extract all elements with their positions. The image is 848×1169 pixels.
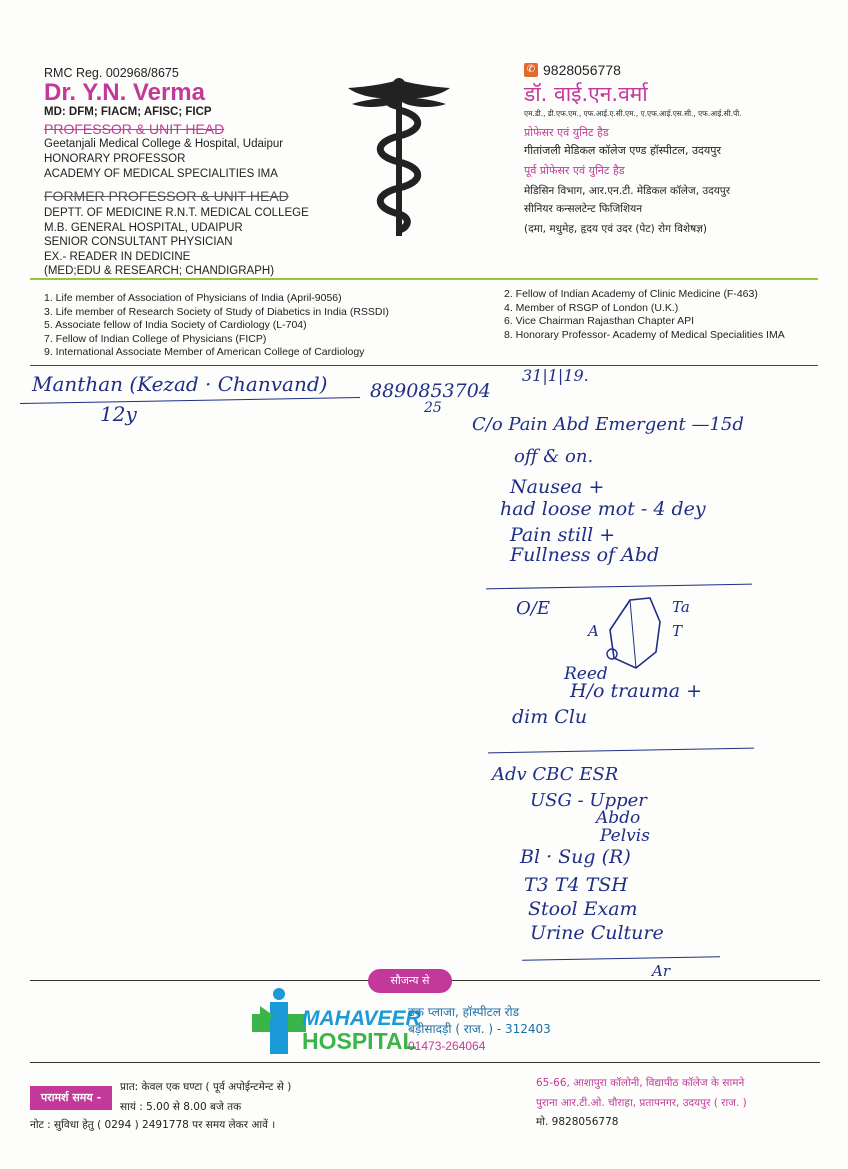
clinic-address-2: पुराना आर.टी.ओ. चौराहा, प्रतापनगर, उदयपुर ( राज. ) [536,1097,747,1109]
former-line-4: (MED;EDU & RESEARCH; CHANDIGRAPH) [44,265,275,277]
former-line-2: SENIOR CONSULTANT PHYSICIAN [44,236,233,248]
header-right [524,62,834,236]
advice-6: Stool Exam [528,898,638,920]
patient-age: 12y [100,402,137,426]
membership-8: 8. Honorary Professor- Academy of Medical Specialities IMA [504,328,785,341]
patient-name-underline [20,397,360,404]
hospital-name [302,1008,421,1052]
former-line-1: M.B. GENERAL HOSPITAL, UDAIPUR [44,221,243,234]
doctor-degrees: MD: DFM; FIACM; AFISC; FICP [44,106,212,118]
finding-0: Reed [564,664,608,684]
doctor-name: Dr. Y.N. Verma [44,79,205,106]
hospital-address-2: बड़ीसादड़ी ( राज. ) - 312403 [408,1022,551,1036]
current-line-2: ACADEMY OF MEDICAL SPECIALITIES IMA [44,168,278,180]
degrees-hindi: एम.डी., डी.एफ.एम., एफ.आई.ए.सी.एम., ए.एफ.आई.एस.सी., एफ.आई.सी.पी. [524,109,742,118]
abdomen-label-ta: Ta [672,598,690,616]
finding-1: H/o trauma + [570,680,703,702]
visit-date: 31|1|19. [522,366,589,385]
advice-7: Urine Culture [530,922,664,944]
phone-note: 25 [424,400,442,416]
advice-5: T3 T4 TSH [524,874,628,896]
doctor-signature: Ar [652,962,671,980]
hospital-name-line1: MAHAVEER [302,1007,421,1030]
doctor-name-hindi: डॉ. वाई.एन.वर्मा [524,82,648,106]
memberships-left [44,292,499,360]
former-line-hindi-2: (दमा, मधुमेह, हृदय एवं उदर (पेट) रोग विशेषज्ञ) [524,223,707,235]
former-line-hindi-0: मेडिसिन विभाग, आर.एन.टी. मेडिकल कॉलेज, उदयपुर [524,185,731,197]
consult-timing-1: प्रात: केवल एक घण्टा ( पूर्व अपोईन्टमेन्ट से ) [120,1081,292,1093]
former-title: FORMER PROFESSOR & UNIT HEAD [44,188,289,204]
former-title-hindi: पूर्व प्रोफेसर एवं युनिट हैड [524,164,625,177]
title-hindi: प्रोफेसर एवं युनिट हैड [524,126,609,139]
caduceus-icon [346,72,452,244]
hospital-logo-icon [252,986,306,1056]
hospital-address-1: ढक प्लाजा, हॉस्पीटल रोड [408,1005,520,1019]
memberships-divider [30,365,818,366]
former-line-3: EX.- READER IN DEDICINE [44,250,191,263]
advice-1: USG - Upper [530,790,647,811]
examination-label: O/E [516,598,550,619]
abdomen-label-a: A [588,622,599,640]
header-left [44,66,344,279]
registration-number: RMC Reg. 002968/8675 [44,66,179,80]
membership-5: 5. Associate fellow of India Society of Cardiology (L-704) [44,319,307,332]
consult-label-box [30,1086,112,1110]
footer-bottom-rule [30,1062,820,1063]
complaint-1: off & on. [514,446,594,467]
hospital-name-line2: HOSPITAL [302,1028,417,1054]
advice-2: Abdo [596,808,641,828]
former-line-0: DEPTT. OF MEDICINE R.N.T. MEDICAL COLLEGE [44,207,309,219]
patient-phone: 8890853704 [370,380,491,402]
clinic-address-1: 65-66, आशापुरा कॉलोनी, विद्यापीठ कॉलेज के सामने [536,1077,745,1089]
memberships-right [504,288,834,342]
findings-rule [488,748,754,754]
membership-3: 3. Life member of Research Society of Study of Diabetics in India (RSSDI) [44,305,389,318]
membership-9: 9. International Associate Member of American College of Cardiology [44,346,365,359]
hospital-phone: 01473-264064 [408,1039,486,1053]
former-line-hindi-1: सीनियर कन्सलटेन्ट फिजिशियन [524,203,643,215]
header-phone: 9828056778 [543,62,621,78]
phone-row [524,62,834,78]
finding-2: dim Clu [512,706,588,728]
current-title: PROFESSOR & UNIT HEAD [44,121,225,137]
hospital-address [408,1004,551,1055]
complaint-5: Fullness of Abd [510,544,660,566]
current-line-1: HONORARY PROFESSOR [44,153,186,165]
advice-rule [522,956,720,960]
abdomen-label-t: T [672,622,683,640]
membership-1: 1. Life member of Association of Physicians of India (April-9056) [44,292,342,304]
advice-0: Adv CBC ESR [492,764,619,785]
membership-6: 6. Vice Chairman Rajasthan Chapter API [504,315,695,328]
consult-label: परामर्श समय - [40,1091,102,1104]
patient-name: Manthan (Kezad · Chanvand) [32,372,328,396]
courtesy-badge [368,969,452,993]
membership-4: 4. Member of RSGP of London (U.K.) [504,301,679,314]
current-line-0: Geetanjali Medical College & Hospital, Udaipur [44,138,284,150]
appointment-note: नोट : सुविधा हेतु ( 0294 ) 2491778 पर समय लेकर आवें । [30,1119,276,1131]
complaint-0: C/o Pain Abd Emergent —15d [472,414,744,435]
clinic-phone: मो. 9828056778 [536,1116,619,1128]
header-divider [30,278,818,280]
consult-timing-2: सायं : 5.00 से 8.00 बजे तक [120,1101,242,1113]
membership-2: 2. Fellow of Indian Academy of Clinic Medicine (F-463) [504,288,758,300]
phone-icon: ✆ [524,63,538,77]
complaint-3: had loose mot - 4 dey [500,498,706,520]
advice-4: Bl · Sug (R) [520,846,631,868]
complaints-rule [486,584,752,590]
hospital-hindi: गीतांजली मेडिकल कॉलेज एण्ड हॉस्पीटल, उदयपुर [524,144,722,157]
membership-7: 7. Fellow of Indian College of Physicians (FICP) [44,332,267,345]
complaint-2: Nausea + [510,476,605,498]
advice-3: Pelvis [600,826,650,846]
courtesy-label: सौजन्य से [390,974,430,987]
complaint-4: Pain still + [510,524,616,546]
